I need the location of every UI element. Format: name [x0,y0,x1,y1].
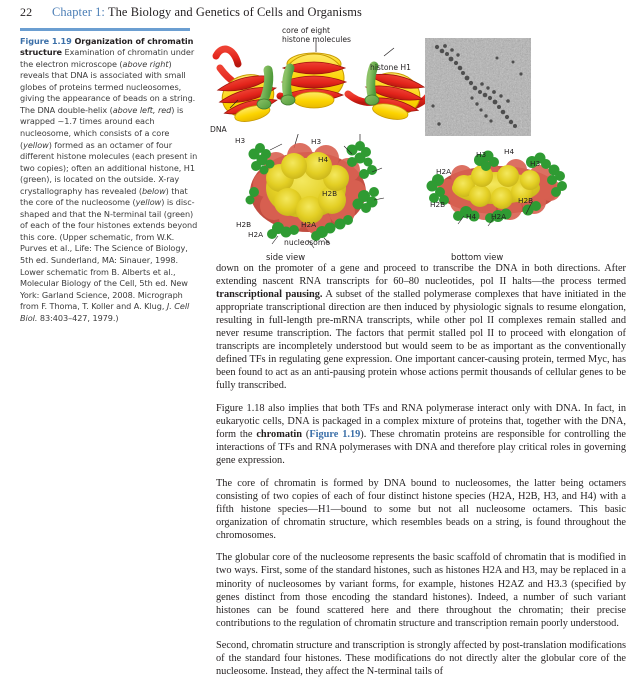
caption-figure-number: Figure 1.19 [20,35,72,46]
paragraph-p-pausing [216,262,626,392]
label-nucleosome: nucleosome [284,238,330,247]
label-h2a-left: H2A [248,230,264,239]
label-h3-left: H3 [235,136,246,145]
label-dna: DNA [210,125,227,134]
label-bv-h2b-left: H2B [430,200,446,209]
label-bv-h2a-left: H2A [436,167,452,176]
text-run: ( [302,429,310,441]
label-side-view: side view [266,252,306,262]
figure-1-19-artwork [208,26,626,262]
label-bv-h3-top: H3 [476,150,487,159]
label-histone-h1: histone H1 [370,63,411,72]
text-run: The core of chromatin is formed by DNA bound to nucleosomes, the latter being octamers consisting of two copies of each of four distinct histone species (H2A, H2B, H3, and H4) with a fifth histone species—H1—bound to some but not all nucleosome octamers. This basic organization of chromatin structure, which resembles beads on a string, is found throughout the chromosomes. [216,477,626,541]
label-bottom-view: bottom view [451,252,504,262]
caption-italic-3: yellow [23,139,49,150]
emphasis-term: transcriptional pausing. [216,289,323,301]
electron-micrograph-inset [425,38,531,136]
caption-run-2: ) reveals that DNA is associated with small globes of proteins termed nucleosomes, giving the appearance of beads on a string. The DNA double-helix ( [20,58,196,115]
nucleosome-crystal-structures-svg [208,134,626,252]
caption-italic-4: below [141,185,166,196]
label-h3-mid: H3 [311,137,322,146]
caption-figure-title: Organization of chromatin structure [20,35,194,58]
text-run: down on the promoter of a gene and proceed to transcribe the DNA in both directions. After extending nascent RNA transcripts for 60–80 nucleotides, pol II halts—the process termed [216,263,626,288]
text-run: A subset of the stalled polymerase complexes that have initiated in the appropriate transcriptional direction are then induced by physiologic signals to resume elongation, resulting in full-length pre-mRNA transcripts, while other pol II complexes remain stalled and never resume transcription. The factors that permit stalled pol II to proceed with elongation of transcripts are incompletely understood but would seem to be as important as the conventionally defined TFs in regulating gene expression. One important cancer-causing protein, termed Myc, has been found to act as an anti-pausing protein whose actions permit thousands of cellular genes to be fully transcribed. [216,289,626,392]
caption-italic-2: above left, red [112,104,172,115]
caption-run-5: ) that the core of the nucleosome ( [20,185,188,208]
text-run: Figure 1.18 also implies that both TFs and RNA polymerase interact only with DNA. In fact, in eukaryotic cells, DNA is packaged in a complex mixture of proteins that, together with the DNA, form the [216,402,626,441]
text-run: The globular core of the nucleosome represents the basic scaffold of chromatin that is modified in two ways. First, some of the standard histones, such as histones H2A and H3, may be replaced in a minority of nucleosomes by variant forms, for example, histones H2AZ and H3.3 (specified by genes distinct from those encoding the standard histones). Indeed, a number of such variant histones can be found scattered here and there throughout the chromatin; their precise contributions to the regulation of chromatin structure and transcription remain poorly understood. [216,552,626,629]
label-h2b-right: H2B [322,189,338,198]
caption-run-7: 83:403–427, 1979.) [37,312,119,323]
label-histone-molecules: histone molecules [282,35,351,44]
caption-run-4: ) formed as an octamer of four different histone molecules (each present in two copies); often an additional histone, H1 (green), is located on the outside. X-ray crystallography has revealed ( [20,139,198,196]
label-h4-mid: H4 [318,155,329,164]
caption-run-3: ) is wrapped ~1.7 times around each nucleosome, which consists of a core ( [20,104,184,150]
paragraph-p-ptm [216,639,626,678]
running-head [0,3,640,23]
label-bv-h2a-bottom: H2A [491,212,507,221]
caption-italic-5: yellow [135,197,162,208]
label-bv-h4-bottom: H4 [466,212,477,221]
caption-italic-6: J. Cell Biol. [20,301,190,323]
text-run: ). These chromatin proteins are responsible for controlling the interactions of TFs and RNA polymerases with DNA and therefore play critical roles in governing gene expression. [216,429,627,467]
figure-caption-block [20,28,198,324]
body-text-column [216,262,626,678]
page-number: 22 [20,5,33,19]
figure-caption-text [20,36,198,325]
figure-cross-reference[interactable]: Figure 1.19 [309,429,361,441]
label-h2a-right: H2A [301,220,317,229]
label-bv-h2b-right: H2B [518,196,534,205]
label-h2b-left: H2B [236,220,252,229]
label-bv-h4-top: H4 [504,147,515,156]
paragraph-p-octamers [216,477,626,542]
paragraph-p-variants [216,551,626,629]
breadcrumb [52,5,362,20]
emphasis-term: chromatin [256,429,303,441]
caption-run-1: Examination of chromatin under the electron microscope ( [20,47,195,69]
text-run: Second, chromatin structure and transcription is strongly affected by post-translation modifications of the standard four histones. These modifications do not directly alter the globular core of the nucleosome. Instead, they affect the N-terminal tails of [216,640,626,678]
chapter-title: The Biology and Genetics of Cells and Organisms [107,5,362,19]
caption-run-6: ) is disc-shaped and that the N-terminal tail (green) of each of the four histones extends beyond this core. (Upper schematic, from W.K. Purves et al., Life: The Science of Biology, 5th ed. Sunderland, MA: Sinauer, 1998. Lower schematic from B. Alberts et al., Molecular Biology of the Cell, 5th ed. New York: Garland Science, 2008. Micrograph from F. Thoma, T. Koller and A. Klug, [20,197,198,312]
label-core-of-eight: core of eight [282,26,330,35]
chapter-number: Chapter 1: [52,5,105,19]
label-bv-h3-right: H3 [530,159,541,168]
caption-top-rule [20,28,190,31]
paragraph-p-chromatin [216,402,626,467]
caption-italic-1: above right [122,58,169,69]
